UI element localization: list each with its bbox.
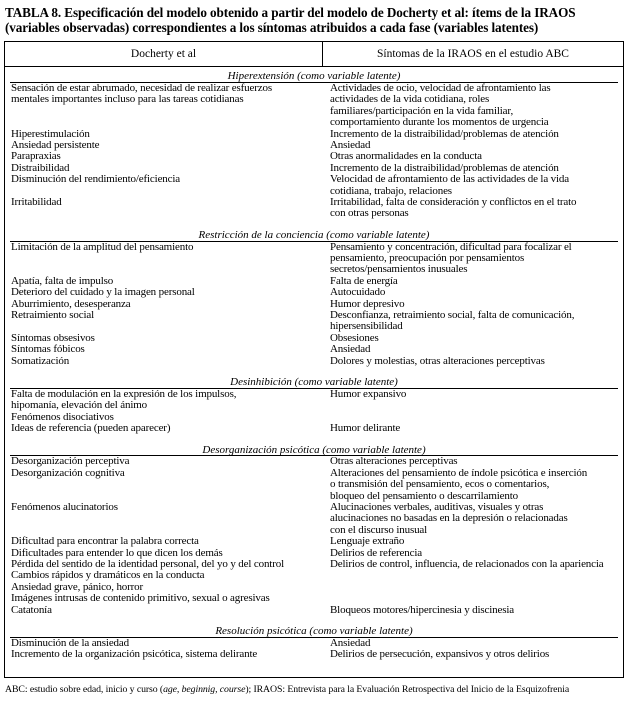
section-title: Desinhibición (como variable latente)	[230, 376, 398, 388]
docherty-cell: Falta de modulación en la expresión de los impulsos, hipomanía, elevación del ánimo	[11, 387, 237, 412]
iraos-cell: Irritabilidad, falta de consideración y conflictos en el trato con otras personas	[330, 195, 577, 220]
table-title: TABLA 8. Especificación del modelo obtenido a partir del modelo de Docherty et al: ítems de la IRAOS (variables observadas) correspondientes a los síntomas atribuidos a cada fase (variables latentes)	[5, 5, 576, 35]
docherty-cell: Fenómenos disociativos	[11, 410, 114, 423]
iraos-cell: Bloqueos motores/hipercinesia y discinesia	[330, 603, 515, 616]
docherty-cell: Ideas de referencia (pueden aparecer)	[11, 422, 171, 435]
iraos-cell: Otras alteraciones perceptivas	[330, 455, 458, 468]
iraos-cell: Pensamiento y concentración, dificultad para focalizar el pensamiento, preocupación por pensamientos secretos/pensamientos inusuales	[330, 240, 572, 276]
docherty-cell: Catatonía	[11, 603, 52, 616]
docherty-cell: Desorganización perceptiva	[11, 455, 130, 468]
docherty-cell: Incremento de la organización psicótica, sistema delirante	[11, 648, 258, 661]
docherty-cell: Somatización	[11, 354, 70, 367]
iraos-cell: Ansiedad	[330, 343, 371, 356]
iraos-cell: Alteraciones del pensamiento de índole psicótica e inserción o transmisión del pensamiento, ecos o comentarios, bloqueo del pensamiento o descarrilamiento	[330, 466, 588, 502]
column-header-iraos: Síntomas de la IRAOS en el estudio ABC	[377, 48, 569, 60]
iraos-cell: Delirios de persecución, expansivos y otros delirios	[330, 648, 550, 661]
docherty-cell: Síntomas fóbicos	[11, 343, 85, 356]
docherty-cell: Disminución de la ansiedad	[11, 636, 129, 649]
docherty-cell: Apatía, falta de impulso	[11, 274, 114, 287]
iraos-cell: Obsesiones	[330, 331, 379, 344]
docherty-cell: Parapraxias	[11, 150, 61, 163]
iraos-cell: Velocidad de afrontamiento de las actividades de la vida cotidiana, trabajo, relaciones	[330, 173, 570, 197]
docherty-cell: Aburrimiento, desesperanza	[11, 297, 131, 310]
iraos-cell: Dolores y molestias, otras alteraciones perceptivas	[330, 354, 545, 367]
section-title: Desorganización psicótica (como variable latente)	[202, 443, 426, 456]
iraos-cell: Actividades de ocio, velocidad de afrontamiento las actividades de la vida cotidiana, roles familiares/participación en la vida familiar, comportamiento durante los momentos de urgencia	[330, 81, 551, 129]
footnote-italic: age, beginnig, course	[163, 684, 246, 695]
docherty-cell: Limitación de la amplitud del pensamiento	[11, 240, 194, 253]
docherty-cell: Disminución del rendimiento/eficiencia	[11, 173, 181, 186]
footnote	[5, 684, 627, 696]
iraos-cell: Ansiedad	[330, 636, 371, 649]
docherty-cell: Deterioro del cuidado y la imagen personal	[11, 286, 195, 299]
iraos-cell: Delirios de referencia	[330, 546, 422, 559]
iraos-cell: Ansiedad	[330, 138, 371, 151]
iraos-cell: Falta de energía	[330, 274, 398, 287]
iraos-cell: Autocuidado	[330, 286, 386, 299]
column-header-docherty: Docherty et al	[5, 42, 323, 66]
docherty-cell: Dificultad para encontrar la palabra correcta	[11, 535, 199, 548]
docherty-cell: Desorganización cognitiva	[11, 466, 125, 479]
iraos-cell: Otras anormalidades en la conducta	[330, 150, 482, 163]
iraos-cell: Lenguaje extraño	[330, 535, 405, 548]
docherty-cell: Ansiedad persistente	[11, 138, 100, 151]
section-title: Restricción de la conciencia (como variable latente)	[198, 228, 430, 241]
docherty-cell: Dificultades para entender lo que dicen los demás	[11, 546, 223, 559]
docherty-cell: Fenómenos alucinatorios	[11, 501, 118, 513]
docherty-cell: Hiperestimulación	[11, 127, 90, 140]
docherty-cell: Distraibilidad	[11, 161, 70, 174]
docherty-cell: Cambios rápidos y dramáticos en la conducta	[11, 569, 205, 582]
iraos-cell: Incremento de la distraibilidad/problemas de atención	[330, 161, 559, 174]
iraos-cell: Humor delirante	[330, 422, 401, 435]
iraos-cell: Humor depresivo	[330, 297, 405, 310]
data-table	[4, 41, 624, 678]
footnote-text-end: ); IRAOS: Entrevista para la Evaluación Retrospectiva del Inicio de la Esquizofrenia	[245, 684, 570, 695]
iraos-cell: Incremento de la distraibilidad/problemas de atención	[330, 127, 559, 140]
iraos-cell: Desconfianza, retraimiento social, falta de comunicación, hipersensibilidad	[330, 309, 575, 333]
section-title: Resolución psicótica (como variable latente)	[215, 625, 413, 637]
iraos-cell: Humor expansivo	[330, 387, 407, 400]
docherty-cell: Sensación de estar abrumado, necesidad de realizar esfuerzos mentales importantes incluso para las tareas cotidianas	[11, 81, 272, 106]
docherty-cell: Retraimiento social	[11, 309, 94, 321]
docherty-cell: Ansiedad grave, pánico, horror	[11, 580, 144, 593]
docherty-cell: Imágenes intrusas de contenido primitivo, sexual o agresivas	[11, 592, 270, 605]
iraos-cell: Delirios de control, influencia, de relacionados con la apariencia	[330, 558, 604, 570]
docherty-cell: Irritabilidad	[11, 195, 62, 208]
docherty-cell: Síntomas obsesivos	[11, 331, 95, 344]
docherty-cell: Pérdida del sentido de la identidad personal, del yo y del control	[11, 558, 284, 570]
footnote-text: ABC: estudio sobre edad, inicio y curso (	[5, 684, 164, 695]
table-header	[5, 42, 623, 67]
section-title: Hiperextensión (como variable latente)	[227, 70, 401, 82]
iraos-cell: Alucinaciones verbales, auditivas, visuales y otras alucinaciones no basadas en la depresión o relacionadas con el discurso inusual	[330, 501, 568, 536]
